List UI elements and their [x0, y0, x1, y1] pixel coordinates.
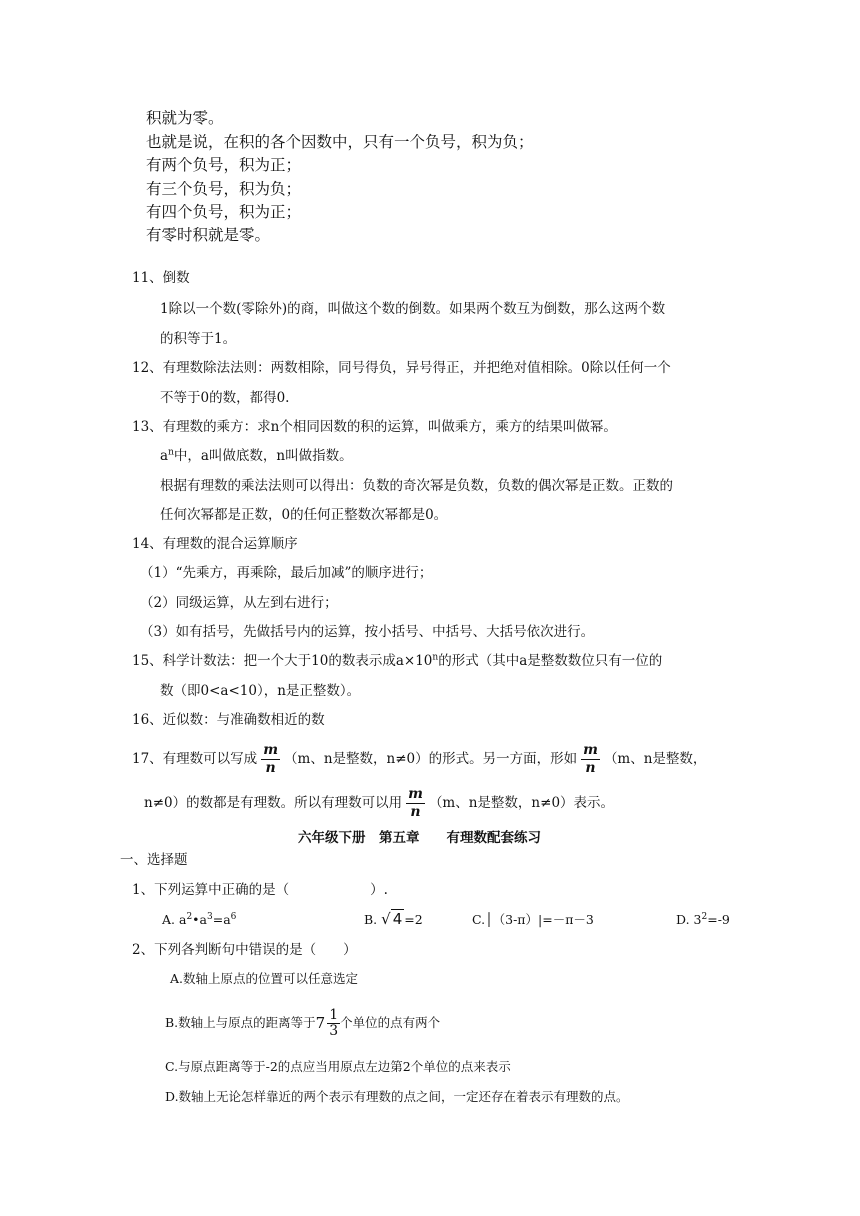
- text-line: 有零时积就是零。: [146, 226, 271, 244]
- text-line: 有四个负号，积为正；: [146, 203, 302, 221]
- text-span: 中，a叫做底数，n叫做指数。: [173, 448, 353, 464]
- list-item: （1）“先乘方，再乘除，最后加减”的顺序进行；: [140, 565, 433, 581]
- power-exponent: 3: [207, 911, 213, 922]
- text-line: 数（即0<a<10），n是正整数）。: [160, 683, 361, 699]
- text-span: A. a: [162, 912, 187, 927]
- mixed-number: [316, 1008, 340, 1039]
- text-line: [160, 447, 353, 464]
- radicand: 4: [392, 910, 403, 928]
- mixed-whole: 7: [315, 1014, 326, 1032]
- fraction-m-over-n: [261, 742, 280, 777]
- fraction-numerator: m: [263, 742, 279, 758]
- power-base: a: [160, 448, 169, 464]
- square-root: √ 4: [381, 910, 403, 928]
- text-span: n≠0）的数都是有理数。所以有理数可以用: [144, 795, 403, 811]
- section-heading: 11、倒数: [132, 270, 190, 286]
- fraction-numerator: m: [583, 742, 598, 758]
- text-span: =-9: [707, 912, 730, 927]
- text-span: 个单位的点有两个: [340, 1015, 441, 1030]
- text-line: 任何次幂都是正数，0的任何正整数次幂都是0。: [160, 507, 448, 523]
- option-b: [165, 1008, 440, 1039]
- fraction-m-over-n: [581, 742, 600, 777]
- fraction-denominator: n: [410, 804, 421, 820]
- text-line: 12、有理数除法法则：两数相除，同号得负，异号得正，并把绝对值相除。0除以任何一个: [132, 360, 671, 376]
- text-line: 有三个负号，积为负；: [146, 180, 302, 198]
- section-heading: 一、选择题: [120, 852, 188, 868]
- power-exponent: n: [432, 652, 439, 663]
- question-stem: 2、下列各判断句中错误的是（ ）: [132, 942, 357, 958]
- text-span: =2: [404, 912, 423, 927]
- list-item: （2）同级运算，从左到右进行；: [140, 595, 338, 611]
- power-exponent: 2: [186, 911, 193, 922]
- text-line: [132, 742, 706, 777]
- text-line: 13、有理数的乘方：求n个相同因数的积的运算，叫做乘方，乘方的结果叫做幂。: [132, 419, 617, 435]
- power-exponent: 6: [230, 911, 237, 922]
- text-span: 17、有理数可以写成: [132, 751, 258, 767]
- text-span: （m、n是整数，: [603, 751, 707, 767]
- fraction-denominator: n: [265, 760, 276, 776]
- power-exponent: 2: [701, 911, 708, 922]
- text-line: 根据有理数的乘法法则可以得出：负数的奇次幂是负数，负数的偶次幂是正数。正数的: [160, 478, 673, 494]
- text-line: 16、近似数：与准确数相近的数: [132, 712, 325, 728]
- text-line: 的积等于1。: [160, 331, 237, 347]
- page-title: 六年级下册 第五章 有理数配套练习: [298, 830, 541, 846]
- text-line: 也就是说，在积的各个因数中，只有一个负号，积为负；: [146, 133, 534, 151]
- text-line: 积就为零。: [146, 109, 224, 127]
- option-a: A.数轴上原点的位置可以任意选定: [170, 971, 359, 986]
- text-span: B.数轴上与原点的距离等于: [165, 1015, 316, 1030]
- text-span: （m、n是整数，n≠0）表示。: [428, 795, 615, 811]
- option-c: C.│（3-π）|=－π－3: [472, 912, 594, 927]
- power-exponent: n: [168, 447, 174, 458]
- text-line: 有两个负号，积为正；: [146, 156, 302, 174]
- fraction-m-over-n: [406, 786, 425, 821]
- text-span: B.: [364, 912, 378, 927]
- fraction-denominator: 3: [329, 1023, 339, 1039]
- fraction-numerator: 1: [329, 1007, 339, 1023]
- text-line: 1除以一个数(零除外)的商，叫做这个数的倒数。如果两个数互为倒数，那么这两个数: [160, 301, 666, 317]
- option-d: [676, 911, 730, 927]
- question-stem: 1、下列运算中正确的是（ ）.: [132, 882, 388, 898]
- text-line: 不等于0的数，都得0.: [160, 390, 290, 406]
- option-c: C.与原点距离等于-2的点应当用原点左边第2个单位的点来表示: [165, 1059, 511, 1074]
- option-d: D.数轴上无论怎样靠近的两个表示有理数的点之间，一定还存在着表示有理数的点。: [165, 1089, 629, 1104]
- mixed-fraction: [327, 1008, 340, 1039]
- text-line: [132, 652, 663, 669]
- text-span: =a: [212, 912, 231, 927]
- section-heading: 14、有理数的混合运算顺序: [132, 536, 298, 552]
- text-span: 的形式（其中a是整数数位只有一位的: [438, 653, 663, 669]
- text-span: （m、n是整数，n≠0）的形式。另一方面，形如: [284, 751, 578, 767]
- option-a: [162, 911, 237, 927]
- list-item: （3）如有括号，先做括号内的运算，按小括号、中括号、大括号依次进行。: [140, 624, 595, 640]
- text-span: D. 3: [676, 912, 702, 927]
- fraction-numerator: m: [408, 786, 423, 802]
- text-line: [144, 786, 614, 821]
- text-span: •a: [192, 912, 207, 927]
- option-b: [364, 912, 423, 927]
- text-span: 15、科学计数法：把一个大于10的数表示成a×10: [132, 653, 433, 669]
- fraction-denominator: n: [585, 760, 596, 776]
